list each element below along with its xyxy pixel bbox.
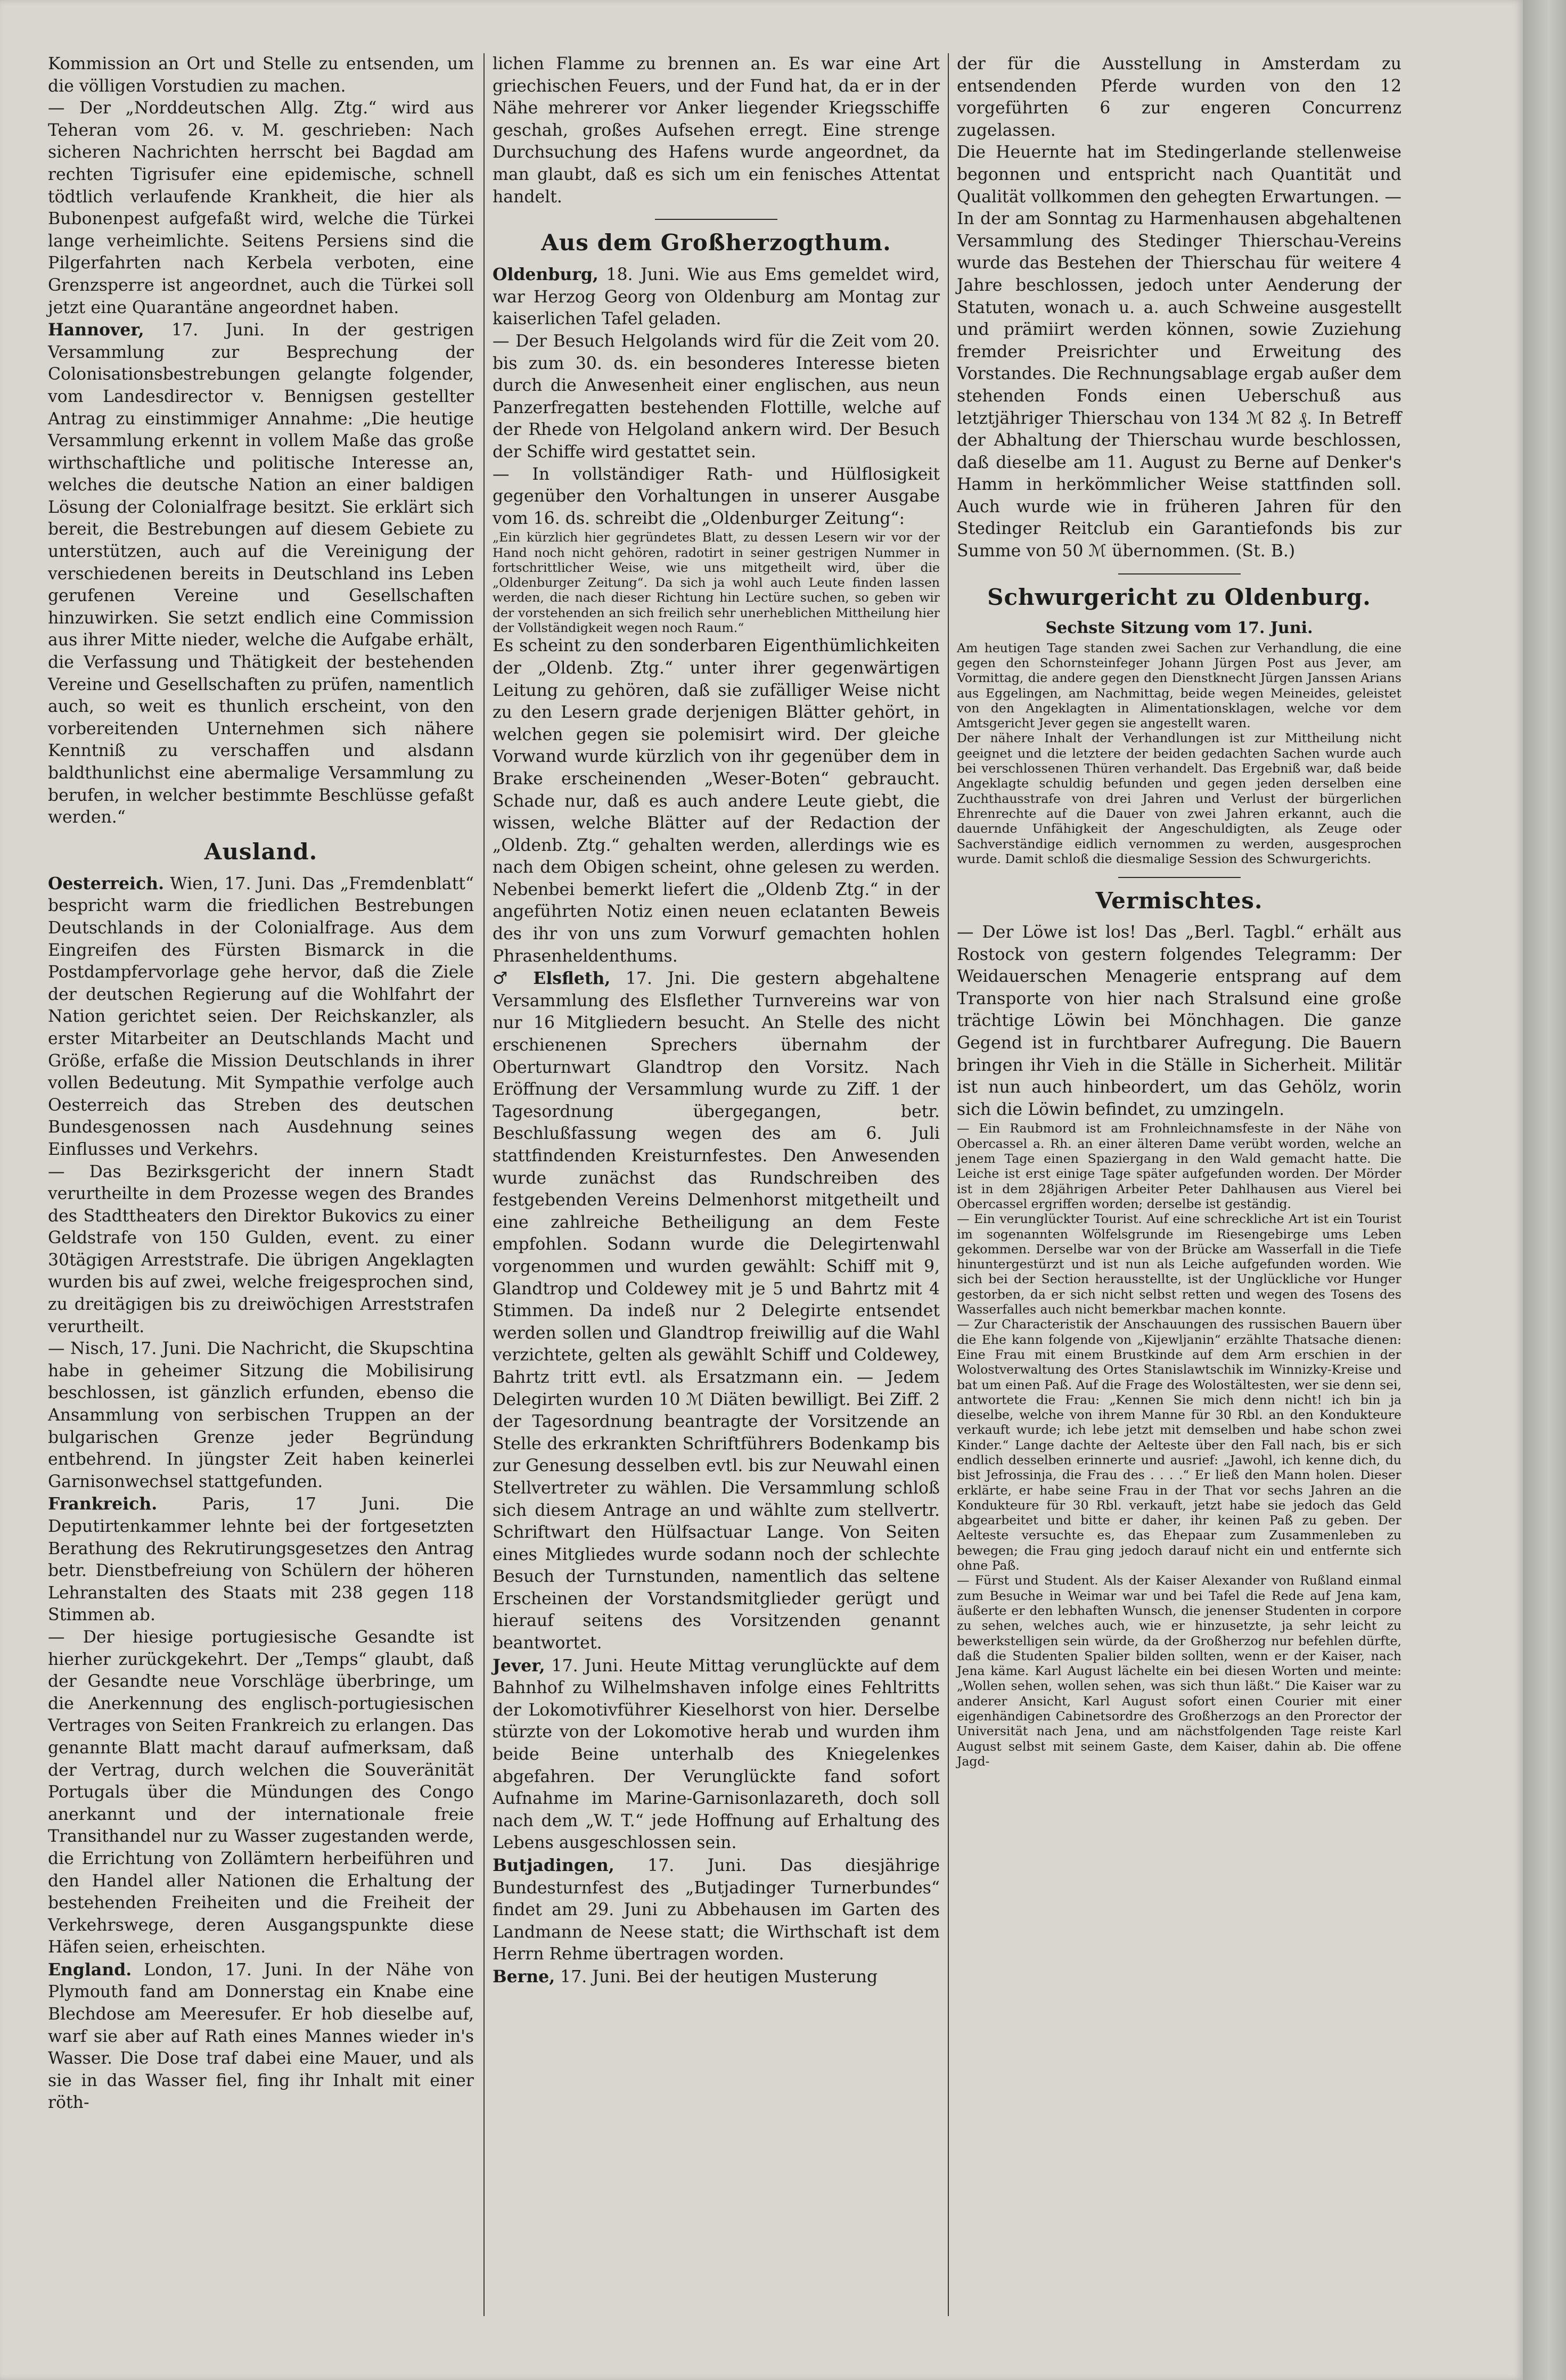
article-text: der für die Ausstellung in Amsterdam zu entsendenden Pferde wurden von den 12 vorgeführten 6 zur engeren Concurrenz zugelassen. bbox=[957, 54, 1401, 140]
dateline: England. bbox=[48, 1959, 132, 1980]
article-body: 17. Juni. Heute Mittag verunglückte auf dem Bahnhof zu Wilhelmshaven infolge eines Fehltritts der Lokomotivführer Kieselhorst von hier. Derselbe stürzte von der Lokomotive herab und wurden ihm beide Beine unterhalb des Kniegelenkes abgefahren. Der Verunglückte fand sofort Aufnahme im Marine-Garnisonlazareth, doch soll nach dem „W. T.“ jede Hoffnung auf Erhaltung des Lebens ausgeschlossen sein. bbox=[493, 1656, 940, 1853]
article-text bbox=[493, 1655, 940, 1854]
article-text: — In vollständiger Rath- und Hülflosigkeit gegenüber den Vorhaltungen in unserer Ausgabe vom 16. ds. schreibt die „Oldenburger Zeitung“: bbox=[493, 464, 940, 528]
article-text bbox=[48, 319, 474, 829]
quoted-text: „Ein kürzlich hier gegründetes Blatt, zu dessen Lesern wir vor der Hand noch nicht gehören, radotirt in seiner gestrigen Nummer in fortschrittlicher Weise, wie uns mitgetheilt wird, über die „Oldenburger Zeitung“. Da sich ja wohl auch Leute finden lassen werden, die nach dieser Richtung hin Lectüre suchen, so geben wir der vorstehenden an sich freilich sehr unerheblichen Mittheilung hier der Vollständigkeit wegen noch Raum.“ bbox=[493, 530, 940, 636]
divider bbox=[655, 219, 777, 220]
article-text: Es scheint zu den sonderbaren Eigenthümlichkeiten der „Oldenb. Ztg.“ unter ihrer gegenwärtigen Leitung zu gehören, daß sie zufälliger Weise nicht zu den Lesern grade derjenigen Blätter gehört, in welchen gegen sie polemisirt wird. Der gleiche Vorwand wurde kürzlich von ihr gegenüber dem in Brake erscheinenden „Weser-Boten“ gebraucht. Schade nur, daß es auch andere Leute giebt, die wissen, welche Blätter auf der Redaction der „Oldenb. Ztg.“ gehalten werden, allerdings wie es nach dem Obigen scheint, ohne gelesen zu werden. Nebenbei bemerkt liefert die „Oldenb Ztg.“ in der angeführten Notiz einen neuen eclatanten Beweis des ihr von uns zum Vorwurf gemachten hohlen Phrasenheldenthums. bbox=[493, 636, 940, 966]
divider bbox=[1118, 877, 1241, 878]
article-text: — Das Bezirksgericht der innern Stadt verurtheilte in dem Prozesse wegen des Brandes des Stadttheaters den Direktor Bukovics zu einer Geldstrafe von 150 Gulden, event. zu einer 30tägigen Arreststrafe. Die übrigen Angeklagten wurden bis auf zwei, welche freigesprochen sind, zu dreitägigen bis zu dreiwöchigen Arreststrafen verurtheilt. bbox=[48, 1162, 474, 1336]
article-body: Paris, 17 Juni. Die Deputirtenkammer lehnte bei der fortgesetzten Berathung des Rekrutirungsgesetzes den Antrag betr. Dienstbefreiung von Schülern der höheren Lehranstalten des Staats mit 238 gegen 118 Stimmen ab. bbox=[48, 1495, 474, 1625]
article-body: 18. Juni. Wie aus Ems gemeldet wird, war Herzog Georg von Oldenburg am Montag zur kaiserlichen Tafel geladen. bbox=[493, 265, 940, 329]
article-body: London, 17. Juni. In der Nähe von Plymouth fand am Donnerstag ein Knabe eine Blechdose am Meeresufer. Er hob dieselbe auf, warf sie aber auf Rath eines Mannes wieder in's Wasser. Die Dose traf dabei eine Mauer, und als sie in das Wasser fiel, fing ihr Inhalt mit einer röth- bbox=[48, 1960, 474, 2113]
article-text bbox=[48, 1493, 474, 1627]
column-1 bbox=[48, 53, 474, 2114]
section-heading: Aus dem Großherzogthum. bbox=[541, 229, 891, 256]
article-text: — Der hiesige portugiesische Gesandte ist hierher zurückgekehrt. Der „Temps“ glaubt, daß der Gesandte neue Vorschläge überbringe, um die Anerkennung des englisch-portugiesischen Vertrages von Seiten Frankreich zu erlangen. Das genannte Blatt macht darauf aufmerksam, daß der Vertrag, durch welchen die Souveränität Portugals über die Mündungen des Congo anerkannt und der internationale freie Transithandel nur zu Wasser zugestanden werde, die Errichtung von Zollämtern herbeiführen und den Handel aller Nationen die Erhaltung der bestehenden Freiheiten und die Freiheit der Verkehrswege, deren Ausgangspunkte diese Häfen seien, erheischten. bbox=[48, 1627, 474, 1957]
article-text: — Zur Characteristik der Anschauungen des russischen Bauern über die Ehe kann folgende von „Kijewljanin“ erzählte Thatsache dienen: Eine Frau mit einem Brustkinde auf dem Arm erschien in der Wolostverwaltung des Ortes Stanislawtschik im Winnizky-Kreise und bat um einen Paß. Auf die Frage des Wolostältesten, wer sie denn sei, antwortete die Frau: „Kennen Sie mich denn nicht! ich bin ja dieselbe, welche von ihrem Manne für 30 Rbl. an den Kondukteure verkauft wurde; ich lebe jetzt mit demselben und habe schon zwei Kinder.“ Lange dachte der Aelteste über den Fall nach, bis er sich endlich desselben erinnerte und ausrief: „Jawohl, ich kenne dich, du bist Jefrossinja, die Frau des . . . .“ Er ließ den Mann holen. Dieser erklärte, er habe seine Frau in der That vor sechs Jahren an die Kondukteure für 30 Rbl. verkauft, jetzt habe sie jedoch das Geld abgearbeitet und bitte er daher, ihr keinen Paß zu geben. Der Aelteste versuchte es, das Ehepaar zum Zusammenleben zu bewegen; die Frau ging jedoch darauf nicht ein und entfernte sich ohne Paß. bbox=[957, 1317, 1401, 1573]
dateline: Berne, bbox=[493, 1966, 555, 1987]
article-body: Wien, 17. Juni. Das „Fremdenblatt“ bespricht warm die friedlichen Bestrebungen Deutschlands in der Colonialfrage. Aus dem Eingreifen des Fürsten Bismarck in die Postdampfervorlage gehe hervor, daß die Ziele der deutschen Regierung auf die Wohlfahrt der Nation gerichtet seien. Der Reichskanzler, als erster Mitarbeiter an Deutschlands Macht und Größe, erfaße die Mission Deutschlands in ihrer vollen Bedeutung. Mit Sympathie verfolge auch Oesterreich das Streben des deutschen Bundesgenossen nach Ausdehnung seines Einflusses und Verkehrs. bbox=[48, 874, 474, 1159]
article-text: Der nähere Inhalt der Verhandlungen ist zur Mittheilung nicht geeignet und die letztere der beiden gedachten Sachen wurde auch bei verschlossenen Thüren verhandelt. Das Ergebniß war, daß beide Angeklagte schuldig befunden und gegen jeden derselben eine Zuchthausstrafe von drei Jahren und Verlust der bürgerlichen Ehrenrechte auf die Dauer von zwei Jahren erkannt, auch die dauernde Unfähigkeit der Angeschuldigten, als Zeuge oder Sachverständige eidlich vernommen zu werden, ausgesprochen wurde. Damit schloß die diesmalige Session des Schwurgerichts. bbox=[957, 731, 1401, 866]
section-heading: Ausland. bbox=[204, 838, 318, 865]
article-text bbox=[493, 1854, 940, 1966]
column-rule bbox=[483, 53, 485, 2316]
article-text: Am heutigen Tage standen zwei Sachen zur Verhandlung, die eine gegen den Schornsteinfeger Johann Jürgen Post aus Jever, am Vormittag, die andere gegen den Dienstknecht Jürgen Janssen Arians aus Eggelingen, am Nachmittag, beide wegen Meineides, geleistet von den Angeklagten in Alimentationsklagen, welche vor dem Amtsgericht Jever gegen sie angestellt waren. bbox=[957, 640, 1401, 731]
article-text bbox=[493, 264, 940, 331]
dateline: ♂ Elsfleth, bbox=[493, 969, 611, 989]
dateline: Frankreich. bbox=[48, 1494, 158, 1514]
dateline: Jever, bbox=[493, 1655, 545, 1676]
section-heading: Vermischtes. bbox=[1095, 888, 1263, 914]
column-rule bbox=[948, 53, 949, 2316]
page-edge bbox=[1523, 0, 1566, 2380]
dateline: Oesterreich. bbox=[48, 873, 165, 893]
article-text bbox=[493, 1966, 940, 1989]
article-body: 17. Juni. Bei der heutigen Musterung bbox=[555, 1967, 878, 1987]
column-3 bbox=[957, 53, 1401, 1769]
article-text: — Nisch, 17. Juni. Die Nachricht, die Skupschtina habe in geheimer Sitzung die Mobilisirung beschlossen, ist gänzlich erfunden, ebenso die Ansammlung von serbischen Truppen an der bulgarischen Grenze jeder Begründung entbehrend. In jüngster Zeit haben keinerlei Garnisonwechsel stattgefunden. bbox=[48, 1339, 474, 1491]
article-text bbox=[48, 873, 474, 1161]
dateline: Butjadingen, bbox=[493, 1856, 614, 1876]
article-body: 17. Juni. In der gestrigen Versammlung zur Besprechung der Colonisationsbestrebungen gelangte folgender, vom Landesdirector v. Bennigsen gestellter Antrag zu einstimmiger Annahme: „Die heutige Versammlung erkennt in vollem Maße das große wirthschaftliche und politische Interesse an, welches die deutsche Nation an einer baldigen Lösung der Colonialfrage besitzt. Sie erklärt sich bereit, die Bestrebungen auf diesem Gebiete zu unterstützen, auch auf die Vereinigung der verschiedenen bereits in Deutschland ins Leben gerufenen Vereine und Gesellschaften hinzuwirken. Sie setzt endlich eine Commission aus ihrer Mitte nieder, welche die Aufgabe erhält, die Verfassung und Thätigkeit der bestehenden Vereine und Gesellschaften zu prüfen, namentlich auch, so weit es thunlich erscheint, von den vorbereitenden Unternehmen sich nähere Kenntniß zu verschaffen und alsdann baldthunlichst eine abermalige Versammlung zu berufen, in welcher bestimmte Beschlüsse gefaßt werden.“ bbox=[48, 321, 474, 827]
article-text: — Der Besuch Helgolands wird für die Zeit vom 20. bis zum 30. ds. ein besonderes Interesse bieten durch die Anwesenheit einer englischen, aus neun Panzerfregatten bestehenden Flottille, welche auf der Rhede von Helgoland ankern wird. Der Besuch der Schiffe wird gestattet sein. bbox=[493, 331, 940, 462]
article-text bbox=[493, 967, 940, 1654]
article-text: — Der Löwe ist los! Das „Berl. Tagbl.“ erhält aus Rostock von gestern folgendes Telegramm: Der Weidauerschen Menagerie entsprang auf dem Transporte von hier nach Stralsund eine große trächtige Löwin bei Mönchhagen. Die ganze Gegend ist in furchtbarer Aufregung. Die Bauern bringen ihr Vieh in die Ställe in Sicherheit. Militär ist nun auch hinbeordert, um das Gehölz, worin sich die Löwin befindet, zu umzingeln. bbox=[957, 923, 1401, 1119]
dateline: Oldenburg, bbox=[493, 265, 598, 285]
section-heading: Schwurgericht zu Oldenburg. bbox=[987, 584, 1371, 610]
article-text: — Ein Raubmord ist am Frohnleichnamsfeste in der Nähe von Obercassel a. Rh. an einer älteren Dame verübt worden, welche an jenem Tage einen Spaziergang in den Wald gemacht hatte. Die Leiche ist erst einige Tage später aufgefunden worden. Der Mörder ist in dem 28jährigen Arbeiter Peter Dahlhausen aus Vierel bei Obercassel ergriffen worden; derselbe ist geständig. bbox=[957, 1121, 1401, 1211]
column-2 bbox=[493, 53, 940, 1989]
divider bbox=[1118, 573, 1241, 575]
article-text: — Fürst und Student. Als der Kaiser Alexander von Rußland einmal zum Besuche in Weimar war und bei Tafel die Rede auf Jena kam, äußerte er den lebhaften Wunsch, die jenenser Studenten in corpore zu sehen, welches auch, wie er hinzusetzte, ja sehr leicht zu bewerkstelligen sein würde, da der Großherzog nur befehlen dürfte, daß die Studenten Spalier bilden sollten, wenn er der Kaiser, nach Jena käme. Karl August lächelte ein bei diesen Worten und meinte: „Wollen sehen, wollen sehen, was sich thun läßt.“ Die Kaiser war zu anderer Ansicht, Karl August sofort einen Courier mit einer eigenhändigen Cabinetsordre des Großherzogs an den Prorector der Universität nach Jena, und am nächstfolgenden Tage reiste Karl August selbst mit seinem Gaste, dem Kaiser, dahin ab. Die offene Jagd- bbox=[957, 1573, 1401, 1769]
article-text: — Ein verunglückter Tourist. Auf eine schreckliche Art ist ein Tourist im sogenannten Wölfelsgrunde im Riesengebirge ums Leben gekommen. Derselbe war von der Brücke am Wasserfall in die Tiefe hinuntergestürzt und ist nun als Leiche aufgefunden worden. Wie sich bei der Section herausstellte, ist der Unglückliche vor Hunger gestorben, da er sich nicht selbst retten und wegen des Tosens des Wasserfalles auch nicht bemerkbar machen konnte. bbox=[957, 1211, 1401, 1317]
article-text: Die Heuernte hat im Stedingerlande stellenweise begonnen und entspricht nach Quantität und Qualität vollkommen den gehegten Erwartungen. — In der am Sonntag zu Harmenhausen abgehaltenen Versammlung des Stedinger Thierschau-Vereins wurde das Bestehen der Thierschau für weitere 4 Jahre beschlossen, jedoch unter Aenderung der Statuten, wonach u. a. auch Schweine ausgestellt und prämiirt werden können, sowie Zuziehung fremder Preisrichter und Erweitung des Vorstandes. Die Rechnungsablage ergab außer dem stehenden Fonds einen Ueberschuß aus letztjähriger Thierschau von 134 ℳ 82 ₰. In Betreff der Abhaltung der Thierschau wurde beschlossen, daß dieselbe am 11. August zu Berne auf Denker's Hamm in herkömmlicher Weise stattfinden soll. Auch wurde wie in früheren Jahren für den Stedinger Reitclub ein Garantiefonds bis zur Summe von 50 ℳ übernommen. (St. B.) bbox=[957, 143, 1401, 561]
article-text: lichen Flamme zu brennen an. Es war eine Art griechischen Feuers, und der Fund hat, da er in der Nähe mehrerer vor Anker liegender Kriegsschiffe geschah, großes Aufsehen erregt. Eine strenge Durchsuchung des Hafens wurde angeordnet, da man glaubt, daß es sich um ein fenisches Attentat handelt. bbox=[493, 54, 940, 207]
dateline: Hannover, bbox=[48, 320, 144, 340]
article-text bbox=[48, 1959, 474, 2114]
article-text: — Der „Norddeutschen Allg. Ztg.“ wird aus Teheran vom 26. v. M. geschrieben: Nach sicheren Nachrichten herrscht bei Bagdad am rechten Tigrisufer eine epidemische, schnell tödtlich verlaufende Krankheit, die hier als Bubonenpest aufgefaßt wird, welche die Türkei lange verheimlichte. Seitens Persiens sind die Pilgerfahrten nach Kerbela verboten, eine Grenzsperre ist angeordnet, auch die Türkei soll jetzt eine Quarantäne angeordnet haben. bbox=[48, 99, 474, 317]
sub-heading: Sechste Sitzung vom 17. Juni. bbox=[1045, 618, 1313, 637]
article-body: 17. Juni. Das diesjährige Bundesturnfest des „Butjadinger Turnerbundes“ findet am 29. Juni zu Abbehausen im Garten des Landmann de Neese statt; die Wirthschaft ist dem Herrn Rehme übertragen worden. bbox=[493, 1856, 940, 1964]
article-body: 17. Jni. Die gestern abgehaltene Versammlung des Elsflether Turnvereins war von nur 16 Mitgliedern besucht. An Stelle des nicht erschienenen Sprechers übernahm der Oberturnwart Glandtrop den Vorsitz. Nach Eröffnung der Versammlung wurde zu Ziff. 1 der Tagesordnung übergegangen, betr. Beschlußfassung wegen des am 6. Juli stattfindenden Kreisturnfestes. Den Anwesenden wurde zunächst das Rundschreiben des festgebenden Vereins Delmenhorst mitgetheilt und eine zahlreiche Betheiligung an dem Feste empfohlen. Sodann wurde die Delegirtenwahl vorgenommen und wurden gewählt: Schiff mit 9, Glandtrop und Coldewey mit je 5 und Bahrtz mit 4 Stimmen. Da indeß nur 2 Delegirte entsendet werden sollen und Glandtrop freiwillig auf die Wahl verzichtete, gelten als gewählt Schiff und Coldewey, Bahrtz tritt evtl. als Ersatzmann ein. — Jedem Delegirten wurden 10 ℳ Diäten bewilligt. Bei Ziff. 2 der Tagesordnung beantragte der Vorsitzende an Stelle des erkrankten Schriftführers Bodenkamp bis zur Genesung desselben evtl. bis zur Neuwahl einen Stellvertreter zu wählen. Die Versammlung schloß sich diesem Antrage an und wählte zum stellvertr. Schriftwart den Hülfsactuar Lange. Von Seiten eines Mitgliedes wurde sodann noch der schlechte Besuch der Turnstunden, namentlich das seltene Erscheinen der Vorstandsmitglieder gerügt und hierauf seitens des Vorsitzenden genannt beantwortet. bbox=[493, 969, 940, 1653]
article-text: Kommission an Ort und Stelle zu entsenden, um die völligen Vorstudien zu machen. bbox=[48, 54, 474, 96]
